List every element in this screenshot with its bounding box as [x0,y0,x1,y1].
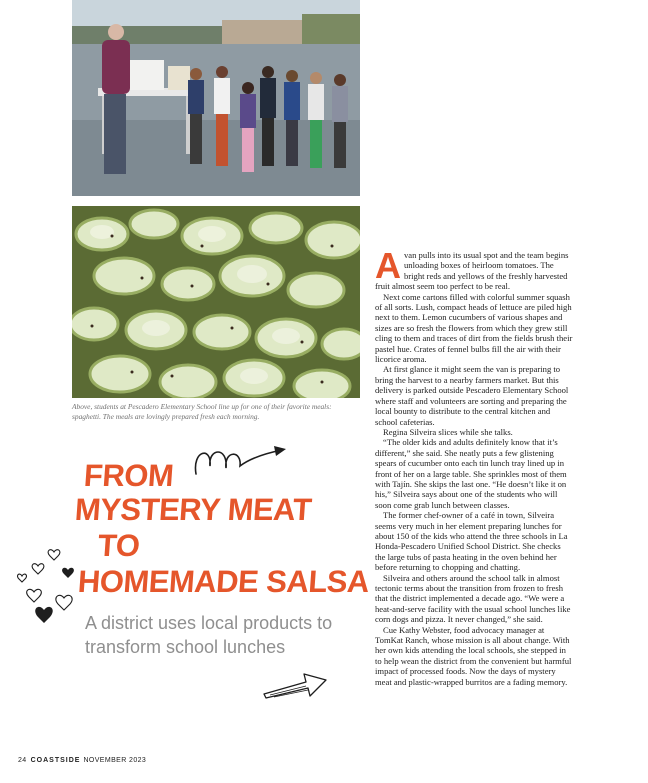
headline-line-1: FROM [82,458,175,493]
page-footer [18,757,146,764]
headline-line-3: TO [96,528,141,563]
article-paragraph-8: Cue Kathy Webster, food advocacy manager at TomKat Ranch, whose mission is all about change. With her own kids attending the local schools, she stepped in to help wean the district from the convenient but harmful impact of processed foods. Now the days of mystery meat and plastic-wrapped burritos are a fading memory. [375,624,572,687]
arrow-doodle [260,664,332,704]
article-paragraph-5: “The older kids and adults definitely know that it’s different,” she said. She neatly puts a few glistening spears of cucumber onto each tin lunch tray lined up in front of her on a large table. She sprinkles most of them with Tajín. She skips the last one. “He doesn’t like it on his,” Silveira says about one of the students who will soon come grab lunch between classes. [375,437,567,510]
hearts-doodle [14,540,84,628]
issue-date: NOVEMBER 2023 [83,757,147,764]
article-body [375,245,573,687]
article-paragraph-1: Avan pulls into its usual spot and the team begins unloading boxes of heirloom tomatoes. The bright reds and yellows of the freshly harvested fruit almost seem too perfect to be real. [375,245,569,292]
page-number: 24 [18,757,27,764]
headline-line-4: HOMEMADE SALSA [76,564,371,599]
article-paragraph-7: Silveira and others around the school talk in almost tectonic terms about the transition from frozen to fresh that the district implemented a decade ago. “We were a heat-and-serve facility with the usual school lunches like corn dogs and pizza. It never changed,” she said. [375,572,571,625]
students-illustration [72,0,360,196]
students-photo [72,0,360,196]
article-paragraph-6: The former chef-owner of a café in town, Silveira seems very much in her element preparing lunches for about 150 of the kids who attend the three schools in La Honda-Pescadero Unified School District. She checks the large tubs of pasta heating in the oven behind her before returning to chopping and chatting. [375,510,568,573]
deck-subtitle: A district uses local products to transform school lunches [85,613,333,657]
magazine-name: COASTSIDE [30,757,81,764]
loop-arrow-doodle [190,440,292,480]
photo-caption: Above, students at Pescadero Elementary School line up for one of their favorite meals: spaghetti. The meals are lovingly prepared fresh each morning. [72,402,332,421]
article-paragraph-3: At first glance it might seem the van is preparing to bring the harvest to a nearby farmers market. But this delivery is parked outside Pescadero Elementary School where staff and volunteers are sorting and preparing the local bounty to distribute to the central kitchen and school cafeterias. [375,364,569,427]
cucumber-slices-illustration [72,206,360,398]
cucumber-photo [72,206,360,398]
drop-cap: A [375,245,401,286]
article-paragraph-4: Regina Silveira slices while she talks. [383,426,513,437]
headline-line-2: MYSTERY MEAT [73,492,313,527]
article-paragraph-2: Next come cartons filled with colorful summer squash of all sorts. Lush, compact heads of lettuce are piled high next to them. Lemon cucumbers of various shapes and sizes are so fresh the flowers from which they grew still cling to them and traces of dirt from the fields brush their pastel hue. Crates of fennel bulbs fill the air with their licorice aroma. [375,291,573,365]
